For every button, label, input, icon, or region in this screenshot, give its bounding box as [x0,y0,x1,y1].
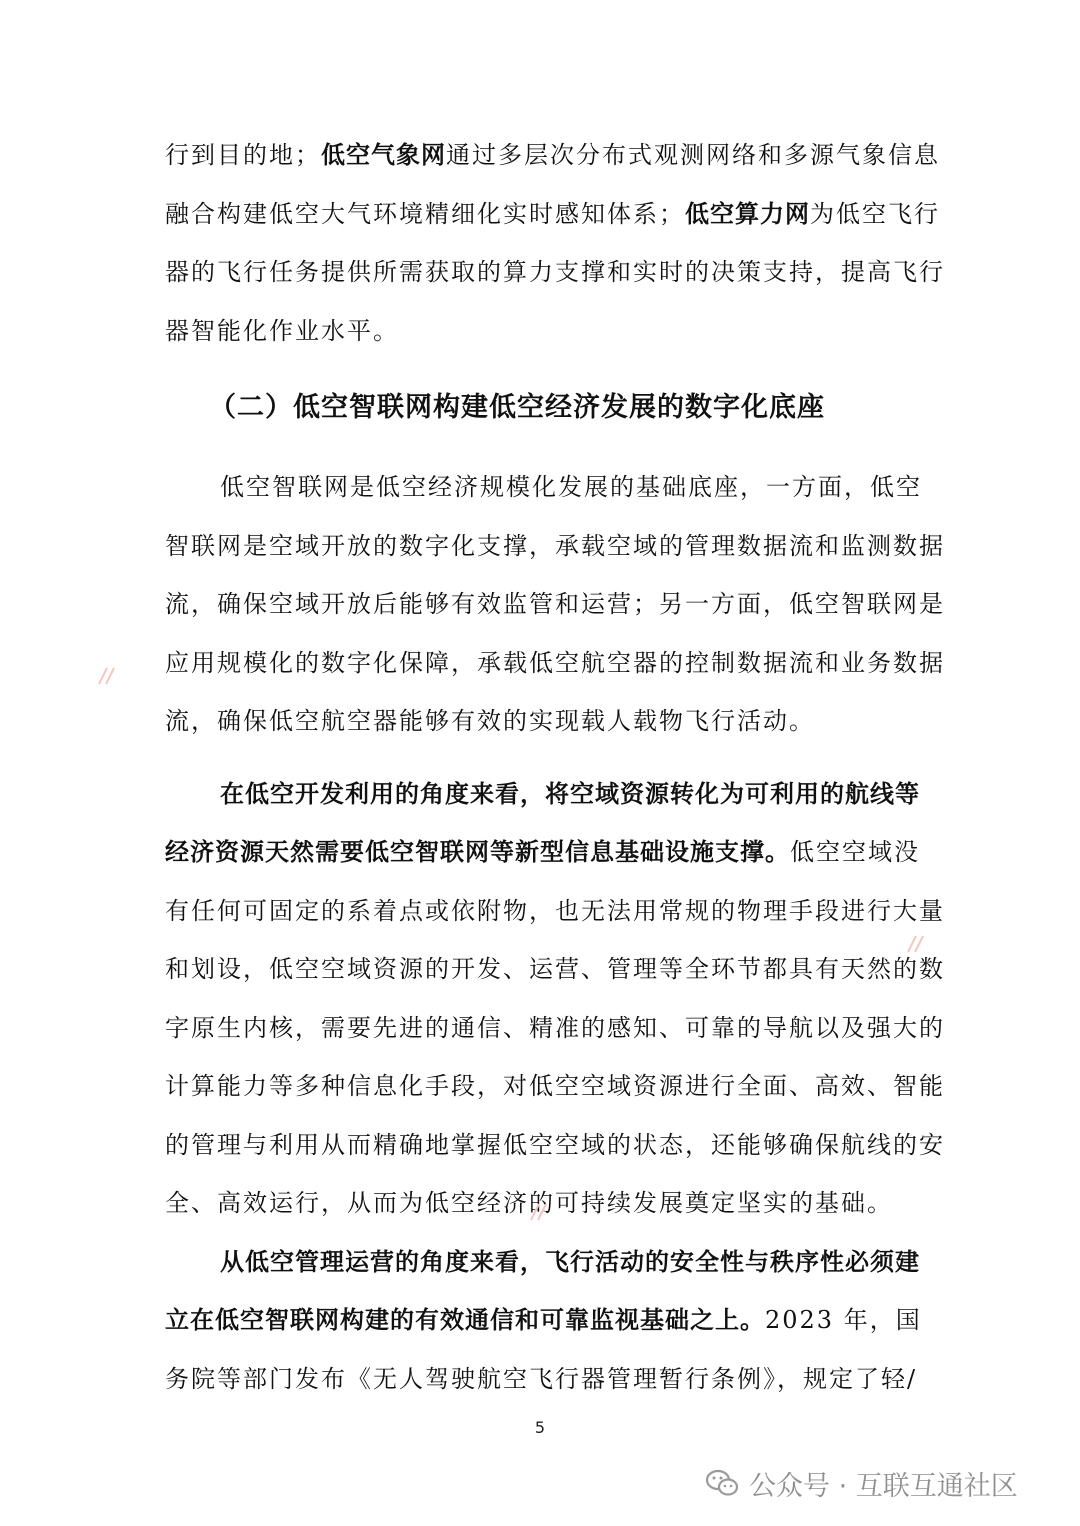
paragraph-line: 务院等部门发布《无人驾驶航空飞行器管理暂行条例》，规定了轻/ [165,1364,918,1393]
paragraph-line [165,126,940,185]
paragraph-line: 器的飞行任务提供所需获取的算力支撑和实时的决策支持，提高飞行 [165,258,945,286]
bold-term: 低空气象网 [321,141,446,169]
text-run: 低空空域没 [790,838,920,866]
bold-sentence: 立在低空智联网构建的有效通信和可靠监视基础之上。 [165,1306,765,1334]
paragraph-line: 有任何可固定的系着点或依附物，也无法用常规的物理手段进行大量 [165,896,945,925]
watermark [705,1461,1018,1505]
paragraph-line: 流，确保空域开放后能够有效监管和运营；另一方面，低空智联网是 [165,590,945,618]
scan-mark-icon [96,664,118,686]
scan-mark-icon [905,932,927,954]
wechat-icon [705,1468,739,1498]
paragraph-line: 器智能化作业水平。 [165,316,399,345]
section-heading: （二）低空智联网构建低空经济发展的数字化底座 [209,392,825,423]
paragraph-line: 从低空管理运营的角度来看，飞行活动的安全性与秩序性必须建 [220,1247,920,1276]
paragraph-line: 和划设，低空空域资源的开发、运营、管理等全环节都具有天然的数 [165,955,945,983]
scan-mark-icon [528,1200,550,1222]
text-run: 通过多层次分布式观测网络和多源气象信息 [446,141,940,169]
paragraph-line: 智联网是空域开放的数字化支撑，承载空域的管理数据流和监测数据 [165,531,945,560]
paragraph-line [165,1291,922,1350]
paragraph-line: 计算能力等多种信息化手段，对低空空域资源进行全面、高效、智能 [165,1072,945,1100]
paragraph-line: 全、高效运行，从而为低空经济的可持续发展奠定坚实的基础。 [165,1189,893,1217]
paragraph-line: 应用规模化的数字化保障，承载低空航空器的控制数据流和业务数据 [165,648,945,677]
paragraph-line: 的管理与利用从而精确地掌握低空空域的状态，还能够确保航线的安 [165,1130,945,1159]
bold-sentence: 经济资源天然需要低空智联网等新型信息基础设施支撑。 [165,838,790,866]
text-run: 行到目的地； [165,141,321,169]
text-run: 融合构建低空大气环境精细化实时感知体系； [165,199,685,228]
paragraph-line: 流，确保低空航空器能够有效的实现载人载物飞行活动。 [165,707,815,735]
watermark-label: 公众号 · 互联互通社区 [749,1470,1018,1502]
text-run: 2023 年，国 [765,1306,922,1334]
bold-term: 低空算力网 [685,199,810,228]
paragraph-line [165,185,940,244]
paragraph-line: 字原生内核，需要先进的通信、精准的感知、可靠的导航以及强大的 [165,1013,945,1042]
paragraph-line [165,823,920,882]
page-number: 5 [534,1418,546,1437]
paragraph-line: 低空智联网是低空经济规模化发展的基础底座，一方面，低空 [220,473,922,501]
text-run: 为低空飞行 [810,199,940,228]
paragraph-line: 在低空开发利用的角度来看，将空域资源转化为可利用的航线等 [220,779,920,808]
